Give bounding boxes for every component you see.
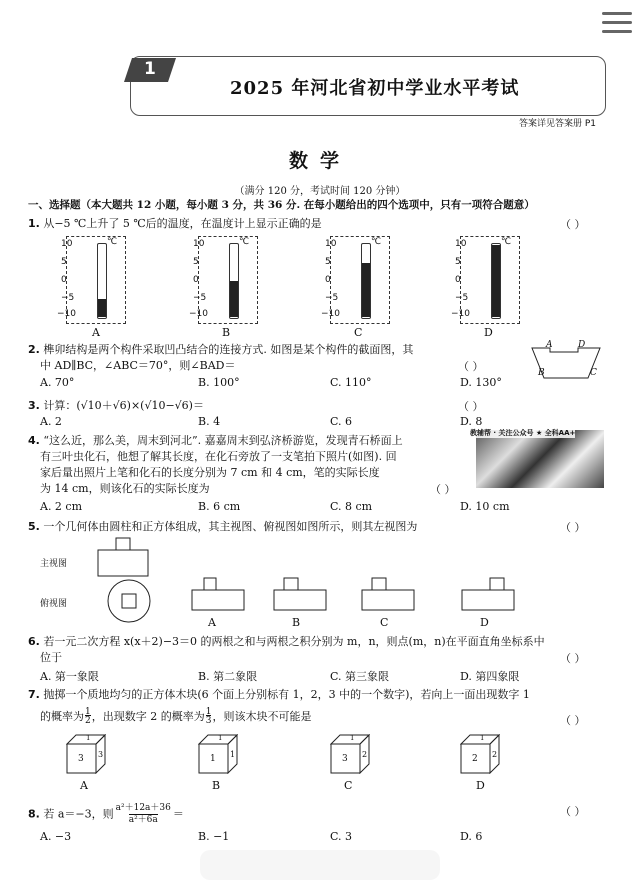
q1-option-a[interactable]: A bbox=[92, 326, 100, 339]
q2-option-b[interactable]: B. 100° bbox=[198, 376, 240, 389]
q7-option-a[interactable]: A bbox=[80, 779, 88, 792]
q5-option-b-figure bbox=[272, 576, 330, 612]
menu-icon[interactable] bbox=[602, 6, 632, 39]
q8-option-c[interactable]: C. 3 bbox=[330, 830, 353, 843]
q2-option-c[interactable]: C. 110° bbox=[330, 376, 372, 389]
q4-option-d[interactable]: D. 10 cm bbox=[460, 500, 510, 513]
q6-answer-paren: （ ） bbox=[560, 652, 586, 665]
bottom-fade bbox=[200, 850, 440, 880]
q5-top-view-label: 俯视图 bbox=[40, 599, 68, 609]
q4-answer-paren: （ ） bbox=[430, 483, 456, 496]
q2-stem-line2: 中 AD∥BC，∠ABC＝70°，则∠BAD＝ bbox=[40, 359, 236, 372]
q4-option-a[interactable]: A. 2 cm bbox=[40, 500, 83, 513]
q6-option-b[interactable]: B. 第二象限 bbox=[198, 670, 258, 683]
q7-cube-b: 1 1 1 bbox=[198, 734, 238, 774]
q7-option-b[interactable]: B bbox=[212, 779, 221, 792]
section-title: 一、选择题（本大题共 12 小题，每小题 3 分，共 36 分. 在每小题给出的四个选项中，只有一项符合题意） bbox=[28, 199, 535, 211]
q1-answer-paren: （ ） bbox=[560, 218, 586, 231]
q5-option-b[interactable]: B bbox=[292, 616, 301, 629]
q1-option-b[interactable]: B bbox=[222, 326, 231, 339]
q8-option-a[interactable]: A. −3 bbox=[40, 830, 72, 843]
q6-option-c[interactable]: C. 第三象限 bbox=[330, 670, 390, 683]
q7-option-d[interactable]: D bbox=[476, 779, 485, 792]
subject-title: 数学 bbox=[288, 150, 351, 172]
q1-thermometer-a: ℃ 10 5 0 −5 −10 bbox=[66, 236, 126, 324]
exam-meta: （满分 120 分，考试时间 120 分钟） bbox=[234, 186, 406, 197]
q1-option-c[interactable]: C bbox=[354, 326, 363, 339]
q3-option-b[interactable]: B. 4 bbox=[198, 415, 221, 428]
answer-note: 答案详见答案册 P1 bbox=[518, 119, 596, 129]
q2-stem-line1: 2. 榫卯结构是两个构件采取凹凸结合的连接方式. 如图是某个构件的截面图，其 bbox=[28, 343, 414, 356]
q3-answer-paren: （ ） bbox=[458, 400, 484, 413]
q2-option-d[interactable]: D. 130° bbox=[460, 376, 502, 389]
q7-fraction2-denominator: 3 bbox=[205, 716, 212, 726]
q5-option-d[interactable]: D bbox=[480, 616, 489, 629]
q1-stem: 1. 从−5 ℃上升了 5 ℃后的温度，在温度计上显示正确的是 bbox=[28, 217, 322, 230]
q7-cube-d: 1 2 2 bbox=[460, 734, 500, 774]
q3-option-c[interactable]: C. 6 bbox=[330, 415, 353, 428]
q8-option-b[interactable]: B. −1 bbox=[198, 830, 230, 843]
q7-answer-paren: （ ） bbox=[560, 714, 586, 727]
q2-label-d: D bbox=[578, 340, 586, 350]
q7-stem-line2: 的概率为$\frac{1}{2}$，出现数字 2 的概率为$\frac{1}{3}$，则该木块不可能是 bbox=[40, 707, 312, 726]
q5-stem: 5. 一个几何体由圆柱和正方体组成，其主视图、俯视图如图所示，则其左视图为 bbox=[28, 520, 418, 533]
q5-option-a-figure bbox=[190, 576, 248, 612]
q8-numerator: a²＋12a＋36 bbox=[115, 803, 171, 813]
q2-label-b: B bbox=[538, 368, 545, 378]
exam-title: 2025 年河北省初中学业水平考试 bbox=[230, 78, 520, 99]
q5-front-view-label: 主视图 bbox=[40, 559, 68, 569]
q4-option-b[interactable]: B. 6 cm bbox=[198, 500, 241, 513]
q4-stem-line4: 为 14 cm，则该化石的实际长度为 bbox=[40, 482, 210, 495]
q4-stem-line3: 家后量出照片上笔和化石的长度分别为 7 cm 和 4 cm，笔的实际长度 bbox=[40, 466, 380, 479]
q4-stem-line1: 4. “这么近，那么美，周末到河北”. 嘉嘉周末到弘济桥游览，发现青石桥面上 bbox=[28, 434, 403, 447]
q7-option-c[interactable]: C bbox=[344, 779, 353, 792]
q1-thermometer-c: ℃ 10 5 0 −5 −10 bbox=[330, 236, 390, 324]
q7-fraction1-numerator: 1 bbox=[85, 707, 91, 717]
q2-answer-paren: （ ） bbox=[458, 360, 484, 373]
q4-stem-line2: 有三叶虫化石，他想了解其长度，在化石旁放了一支笔拍下照片(如图). 回 bbox=[40, 450, 397, 463]
tab-number: 1 bbox=[144, 59, 156, 79]
q5-front-view bbox=[96, 536, 156, 580]
q2-option-a[interactable]: A. 70° bbox=[40, 376, 75, 389]
q3-option-a[interactable]: A. 2 bbox=[40, 415, 62, 428]
q6-option-a[interactable]: A. 第一象限 bbox=[40, 670, 99, 683]
q8-denominator: a²＋6a bbox=[128, 815, 158, 825]
q6-stem-line1: 6. 若一元二次方程 x(x＋2)−3＝0 的两根之和与两根之积分别为 m，n，则点(m，n)在平面直角坐标系中 bbox=[28, 635, 545, 648]
q1-option-d[interactable]: D bbox=[484, 326, 493, 339]
q4-fossil-photo bbox=[476, 430, 604, 488]
q7-fraction1-denominator: 2 bbox=[85, 716, 91, 726]
q5-answer-paren: （ ） bbox=[560, 521, 586, 534]
q6-option-d[interactable]: D. 第四象限 bbox=[460, 670, 520, 683]
q8-answer-paren: （ ） bbox=[560, 805, 586, 818]
q5-option-c[interactable]: C bbox=[380, 616, 389, 629]
q5-option-a[interactable]: A bbox=[208, 616, 216, 629]
q3-option-d[interactable]: D. 8 bbox=[460, 415, 483, 428]
q3-stem: 3. 计算：(√10＋√6)×(√10−√6)＝ bbox=[28, 399, 204, 412]
q1-thermometer-b: ℃ 10 5 0 −5 −10 bbox=[198, 236, 258, 324]
q7-fraction2-numerator: 1 bbox=[205, 707, 212, 717]
q5-top-view bbox=[106, 578, 152, 624]
q1-thermometer-d: ℃ 10 5 0 −5 −10 bbox=[460, 236, 520, 324]
q4-option-c[interactable]: C. 8 cm bbox=[330, 500, 373, 513]
q8-stem: 8. 若 a＝−3，则 $\frac{\text{a²＋12a＋36}}{\text{a²＋6a}}$ ＝ bbox=[28, 803, 184, 825]
q2-label-a: A bbox=[546, 340, 553, 350]
q7-cube-c: 1 3 2 bbox=[330, 734, 370, 774]
q2-label-c: C bbox=[590, 368, 597, 378]
q5-option-d-figure bbox=[460, 576, 518, 612]
q5-option-c-figure bbox=[360, 576, 418, 612]
q6-stem-line2: 位于 bbox=[40, 651, 62, 664]
q7-cube-a: 1 3 3 bbox=[66, 734, 106, 774]
watermark: 教辅帮 · 关注公众号 ★ 全科AA+ bbox=[470, 429, 576, 437]
q7-stem-line1: 7. 抛掷一个质地均匀的正方体木块(6 个面上分别标有 1，2，3 中的一个数字)，若向上一面出现数字 1 bbox=[28, 688, 530, 701]
q8-option-d[interactable]: D. 6 bbox=[460, 830, 483, 843]
